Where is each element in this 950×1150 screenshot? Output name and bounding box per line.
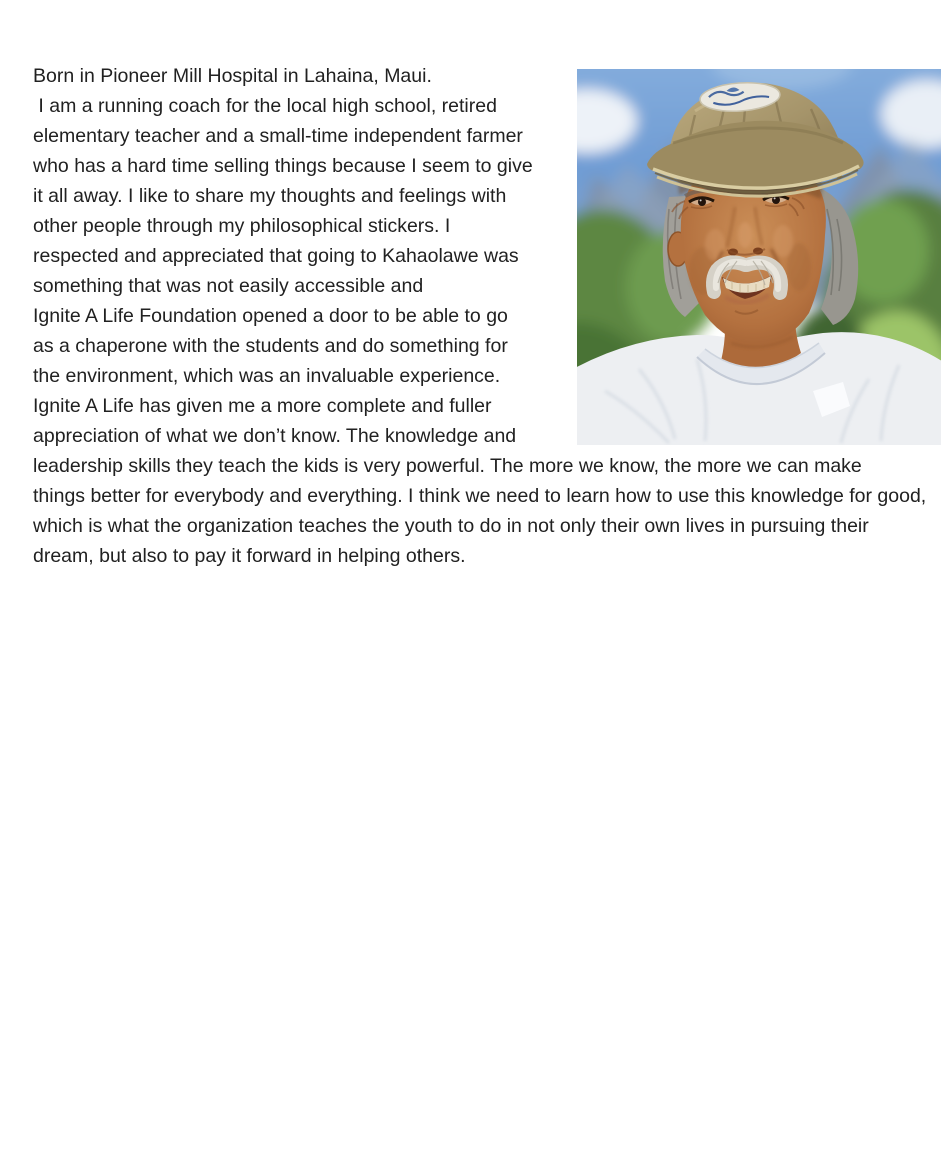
portrait-photo [577,69,941,445]
portrait-illustration [577,69,941,445]
bio-paragraph: Born in Pioneer Mill Hospital in Lahaina, Maui. I am a running coach for the local high school, retired elementary teacher and a small-time independent farmer who has a hard time selling things because I seem to give it all away. I like to share my thoughts and feelings with other people through my philosophical stickers. I respected and appreciated that going to Kahaolawe was something that was not easily accessible and Ignite A Life Foundation opened a door to be able to go as a chaperone with the students and do something for the environment, which was an invaluable experience. Ignite A Life has given me a more complete and fuller appreciation of what we don’t know. The knowledge and leadership skills they teach the kids is very powerful. The more we know, the more we can make things better for everybody and everything. I think we need to learn how to use this knowledge for good, which is what the organization teaches the youth to do in not only their own lives in pursuing their dream, but also to pay it forward in helping others. [33,65,927,567]
bio-page [0,0,950,571]
